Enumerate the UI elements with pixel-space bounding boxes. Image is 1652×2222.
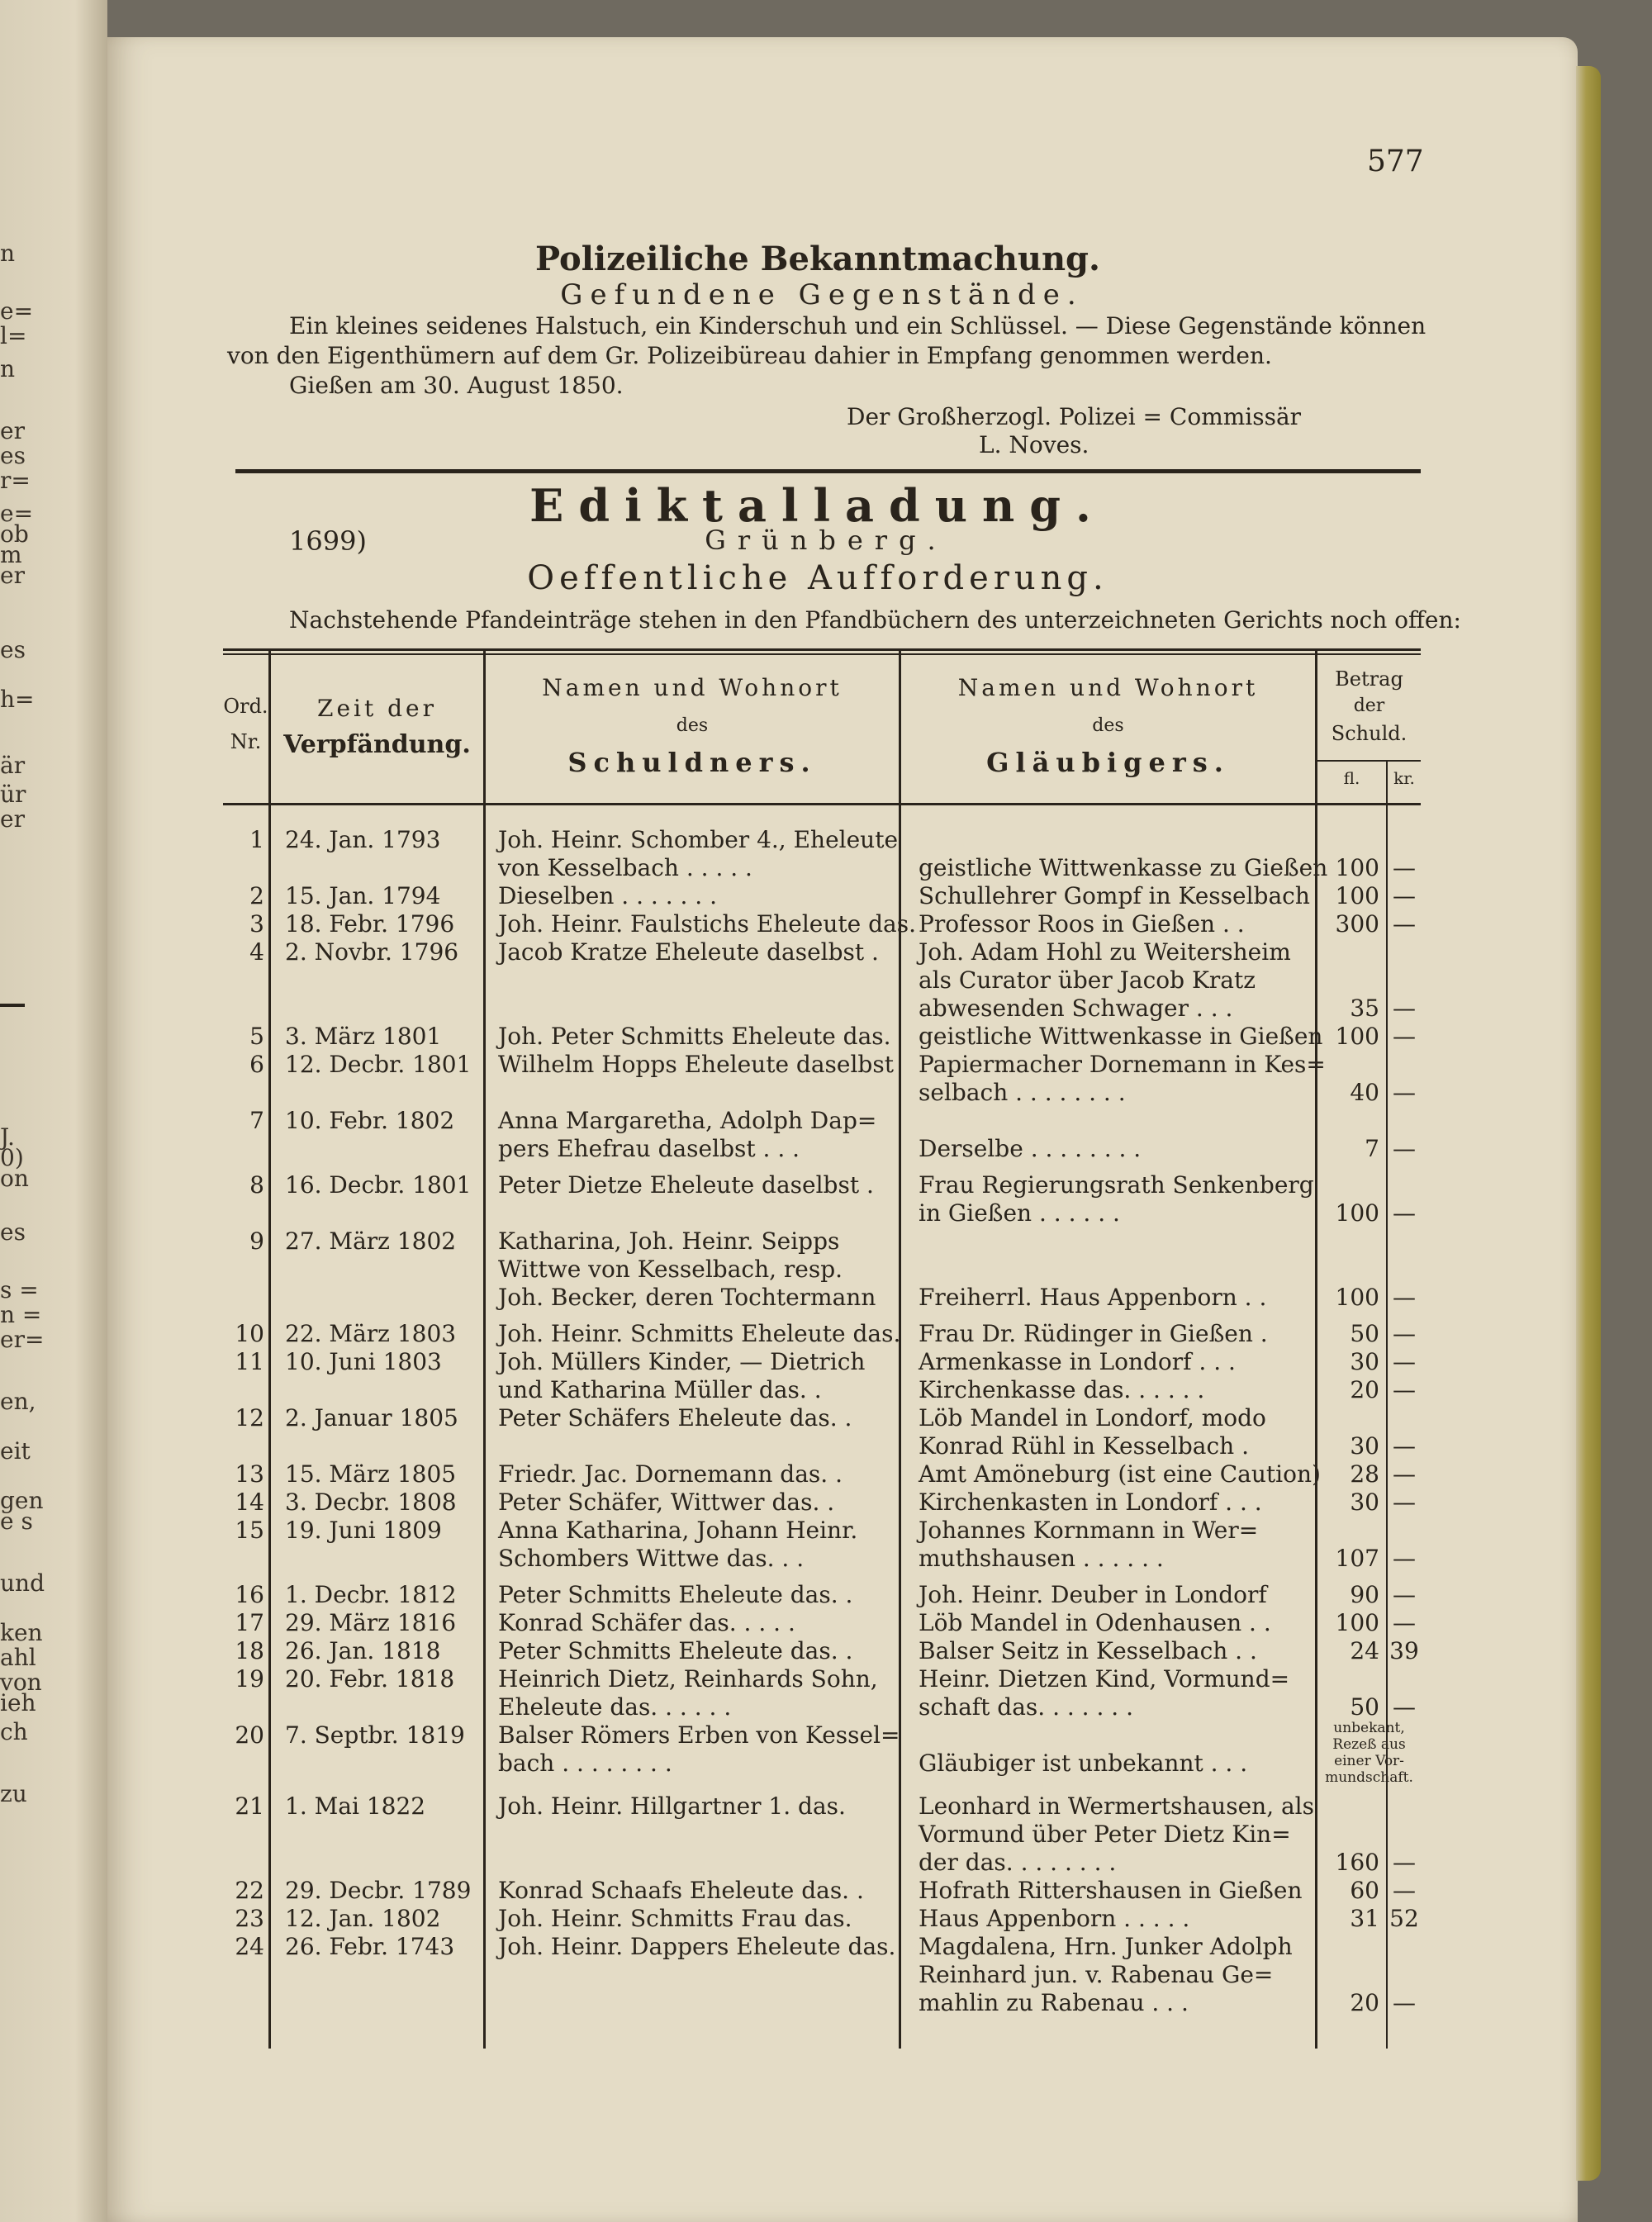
row-number: 17 xyxy=(235,1609,264,1636)
amount-kr: — xyxy=(1393,1135,1416,1162)
row-number: 8 xyxy=(249,1171,264,1199)
facing-page-fragment: ch xyxy=(0,1718,28,1745)
row-number: 20 xyxy=(235,1721,264,1749)
page-number: 577 xyxy=(1367,145,1424,178)
creditor-line: Reinhard jun. v. Rabenau Ge= xyxy=(919,1961,1274,1988)
amount-kr: — xyxy=(1393,1609,1416,1636)
notice-line-2: von den Eigenthümern auf dem Gr. Polizeibüreau dahier in Empfang genommen werden. xyxy=(227,342,1272,369)
facing-page-fragment: ieh xyxy=(0,1689,36,1716)
creditor-line: Derselbe . . . . . . . . xyxy=(919,1135,1142,1162)
debtor-line: pers Ehefrau daselbst . . . xyxy=(498,1135,800,1162)
pledge-date: 15. März 1805 xyxy=(285,1460,457,1488)
facing-page-fragment: zu xyxy=(0,1780,27,1807)
amount-fl: 107 xyxy=(1335,1545,1379,1572)
debtor-line: Jacob Kratze Eheleute daselbst . xyxy=(498,938,879,966)
amount-kr: — xyxy=(1393,1432,1416,1460)
row-number: 15 xyxy=(235,1517,264,1544)
pledge-date: 26. Jan. 1818 xyxy=(285,1637,441,1664)
debtor-line: Wilhelm Hopps Eheleute daselbst xyxy=(498,1051,894,1078)
amount-sub-rule xyxy=(1315,760,1421,762)
facing-page-fragment: es xyxy=(0,636,26,663)
debtor-line: Joh. Heinr. Faulstichs Eheleute das. xyxy=(498,910,916,938)
facing-page-fragment: är xyxy=(0,752,26,779)
pledge-date: 15. Jan. 1794 xyxy=(285,882,441,909)
pledge-date: 22. März 1803 xyxy=(285,1320,457,1347)
amount-kr: — xyxy=(1393,1023,1416,1050)
creditor-line: Löb Mandel in Odenhausen . . xyxy=(919,1609,1271,1636)
pledge-date: 12. Decbr. 1801 xyxy=(285,1051,472,1078)
pledge-date: 19. Juni 1809 xyxy=(285,1517,442,1544)
row-number: 1 xyxy=(249,826,264,853)
edict-subtitle: Oeffentliche Aufforderung. xyxy=(527,559,1108,597)
debtor-line: Joh. Becker, deren Tochtermann xyxy=(498,1284,876,1311)
facing-page-fragment: r= xyxy=(0,467,31,494)
facing-page-fragment: en, xyxy=(0,1388,36,1415)
amount-kr: — xyxy=(1393,1693,1416,1721)
amount-kr: — xyxy=(1393,1545,1416,1572)
header-kr: kr. xyxy=(1393,768,1415,788)
amount-note: unbekant, Rezeß aus einer Vor-mundschaft. xyxy=(1325,1720,1413,1786)
debtor-line: Katharina, Joh. Heinr. Seipps xyxy=(498,1227,840,1255)
header-fl: fl. xyxy=(1343,768,1360,788)
col-divider-3 xyxy=(899,648,901,2049)
amount-fl: 300 xyxy=(1335,910,1379,938)
row-number: 21 xyxy=(235,1792,264,1820)
creditor-line: der das. . . . . . . . xyxy=(919,1849,1117,1876)
amount-fl: 100 xyxy=(1335,1284,1379,1311)
facing-page-fragment: J. xyxy=(0,1123,15,1151)
table-header-rule xyxy=(223,803,1421,805)
row-number: 22 xyxy=(235,1877,264,1904)
facing-page-fragment: on xyxy=(0,1165,29,1192)
row-number: 23 xyxy=(235,1905,264,1932)
creditor-line: mahlin zu Rabenau . . . xyxy=(919,1989,1189,2016)
creditor-line: Magdalena, Hrn. Junker Adolph xyxy=(919,1933,1293,1960)
debtor-line: Joh. Heinr. Schomber 4., Eheleute xyxy=(498,826,899,853)
pledge-table xyxy=(223,648,1421,2049)
amount-kr: — xyxy=(1393,1488,1416,1516)
amount-fl: 50 xyxy=(1350,1693,1379,1721)
facing-page-fragment: von xyxy=(0,1669,42,1696)
amount-kr: — xyxy=(1393,1989,1416,2016)
debtor-line: von Kesselbach . . . . . xyxy=(498,854,752,881)
amount-fl: 100 xyxy=(1335,1609,1379,1636)
amount-fl: 30 xyxy=(1350,1348,1379,1375)
amount-kr: — xyxy=(1393,1460,1416,1488)
facing-page-fragment: ahl xyxy=(0,1644,36,1671)
pledge-date: 16. Decbr. 1801 xyxy=(285,1171,472,1199)
facing-page-fragment: e s xyxy=(0,1507,33,1535)
creditor-line: Frau Regierungsrath Senkenberg xyxy=(919,1171,1314,1199)
debtor-line: Anna Margaretha, Adolph Dap= xyxy=(498,1107,877,1134)
row-number: 2 xyxy=(249,882,264,909)
debtor-line: und Katharina Müller das. . xyxy=(498,1376,822,1403)
facing-page-fragment: n xyxy=(0,355,16,382)
debtor-line: Joh. Peter Schmitts Eheleute das. xyxy=(498,1023,891,1050)
pledge-date: 2. Novbr. 1796 xyxy=(285,938,459,966)
notice-dateline: Gießen am 30. August 1850. xyxy=(289,372,624,399)
debtor-line: Joh. Heinr. Schmitts Eheleute das. xyxy=(498,1320,901,1347)
amount-fl: 24 xyxy=(1350,1637,1379,1664)
row-number: 14 xyxy=(235,1488,264,1516)
amount-kr: — xyxy=(1393,1849,1416,1876)
notice-signature-name: L. Noves. xyxy=(979,431,1089,458)
facing-page-fragment: es xyxy=(0,442,26,469)
row-number: 12 xyxy=(235,1404,264,1431)
debtor-line: Peter Schäfer, Wittwer das. . xyxy=(498,1488,835,1516)
debtor-line: Joh. Heinr. Hillgartner 1. das. xyxy=(498,1792,846,1820)
creditor-line: Löb Mandel in Londorf, modo xyxy=(919,1404,1266,1431)
creditor-line: Johannes Kornmann in Wer= xyxy=(919,1517,1259,1544)
row-number: 13 xyxy=(235,1460,264,1488)
creditor-line: abwesenden Schwager . . . xyxy=(919,995,1233,1022)
edict-number: 1699) xyxy=(289,525,367,557)
creditor-line: als Curator über Jacob Kratz xyxy=(919,966,1256,994)
creditor-line: Gläubiger ist unbekannt . . . xyxy=(919,1750,1248,1777)
header-debtor-top: Namen und Wohnort xyxy=(542,674,843,701)
amount-fl: 30 xyxy=(1350,1432,1379,1460)
row-number: 4 xyxy=(249,938,264,966)
pledge-date: 1. Mai 1822 xyxy=(285,1792,426,1820)
amount-kr: — xyxy=(1393,1376,1416,1403)
amount-kr: 39 xyxy=(1389,1637,1419,1664)
facing-page-fragment: n xyxy=(0,240,16,267)
creditor-line: Kirchenkasten in Londorf . . . xyxy=(919,1488,1262,1516)
header-creditor-bottom: Gläubigers. xyxy=(986,747,1230,778)
creditor-line: selbach . . . . . . . . xyxy=(919,1079,1126,1106)
creditor-line: Hofrath Rittershausen in Gießen xyxy=(919,1877,1303,1904)
amount-fl: 7 xyxy=(1365,1135,1379,1162)
pledge-date: 26. Febr. 1743 xyxy=(285,1933,455,1960)
table-top-rule xyxy=(223,648,1421,651)
creditor-line: muthshausen . . . . . . xyxy=(919,1545,1164,1572)
facing-page-fragment: ob xyxy=(0,520,29,548)
debtor-line: Peter Schmitts Eheleute das. . xyxy=(498,1637,853,1664)
debtor-line: Peter Schmitts Eheleute das. . xyxy=(498,1581,853,1608)
facing-page-fragment: ken xyxy=(0,1619,43,1646)
pledge-date: 1. Decbr. 1812 xyxy=(285,1581,457,1608)
amount-fl: 20 xyxy=(1350,1989,1379,2016)
row-number: 19 xyxy=(235,1665,264,1693)
amount-fl: 100 xyxy=(1335,1199,1379,1227)
debtor-line: Peter Dietze Eheleute daselbst . xyxy=(498,1171,874,1199)
header-ord: Ord. xyxy=(223,695,268,718)
facing-page-fragment: h= xyxy=(0,686,35,713)
header-debtor-mid: des xyxy=(676,715,709,736)
amount-fl: 160 xyxy=(1335,1849,1379,1876)
facing-page-fragment: er xyxy=(0,417,25,444)
row-number: 16 xyxy=(235,1581,264,1608)
debtor-line: bach . . . . . . . . xyxy=(498,1750,672,1777)
row-number: 18 xyxy=(235,1637,264,1664)
creditor-line: Professor Roos in Gießen . . xyxy=(919,910,1245,938)
col-divider-1 xyxy=(268,648,271,2049)
amount-fl: 20 xyxy=(1350,1376,1379,1403)
creditor-line: in Gießen . . . . . . xyxy=(919,1199,1120,1227)
section-divider xyxy=(235,469,1421,473)
pledge-date: 27. März 1802 xyxy=(285,1227,457,1255)
header-nr: Nr. xyxy=(230,730,262,753)
amount-fl: 60 xyxy=(1350,1877,1379,1904)
facing-page-fragment: s = xyxy=(0,1276,39,1303)
creditor-line: Joh. Heinr. Deuber in Londorf xyxy=(919,1581,1267,1608)
pledge-date: 18. Febr. 1796 xyxy=(285,910,455,938)
facing-page-fragment: l= xyxy=(0,322,27,349)
facing-page-fragment: ür xyxy=(0,781,26,808)
amount-fl: 100 xyxy=(1335,882,1379,909)
pledge-date: 7. Septbr. 1819 xyxy=(285,1721,465,1749)
creditor-line: Papiermacher Dornemann in Kes= xyxy=(919,1051,1326,1078)
amount-fl: 100 xyxy=(1335,854,1379,881)
creditor-line: Heinr. Dietzen Kind, Vormund= xyxy=(919,1665,1290,1693)
col-divider-2 xyxy=(483,648,486,2049)
creditor-line: Amt Amöneburg (ist eine Caution) xyxy=(919,1460,1321,1488)
creditor-line: Vormund über Peter Dietz Kin= xyxy=(919,1821,1291,1848)
pledge-date: 29. Decbr. 1789 xyxy=(285,1877,472,1904)
edict-place: Grünberg. xyxy=(705,525,947,556)
header-debtor-bottom: Schuldners. xyxy=(567,747,817,778)
creditor-line: schaft das. . . . . . . xyxy=(919,1693,1133,1721)
debtor-line: Schombers Wittwe das. . . xyxy=(498,1545,805,1572)
amount-kr: — xyxy=(1393,882,1416,909)
amount-kr: — xyxy=(1393,1877,1416,1904)
debtor-line: Dieselben . . . . . . . xyxy=(498,882,718,909)
pledge-date: 29. März 1816 xyxy=(285,1609,457,1636)
pledge-date: 12. Jan. 1802 xyxy=(285,1905,441,1932)
debtor-line: Wittwe von Kesselbach, resp. xyxy=(498,1256,843,1283)
row-number: 10 xyxy=(235,1320,264,1347)
facing-page-fragment: er xyxy=(0,562,25,589)
debtor-line: Konrad Schäfer das. . . . . xyxy=(498,1609,795,1636)
creditor-line: Joh. Adam Hohl zu Weitersheim xyxy=(919,938,1291,966)
creditor-line: Kirchenkasse das. . . . . . xyxy=(919,1376,1205,1403)
debtor-line: Joh. Müllers Kinder, — Dietrich xyxy=(498,1348,866,1375)
notice-title: Polizeiliche Bekanntmachung. xyxy=(535,240,1100,278)
header-amount-mid: der xyxy=(1353,696,1385,716)
creditor-line: Leonhard in Wermertshausen, als xyxy=(919,1792,1315,1820)
notice-subtitle: Gefundene Gegenstände. xyxy=(560,278,1084,311)
amount-fl: 90 xyxy=(1350,1581,1379,1608)
header-amount-top: Betrag xyxy=(1335,667,1403,691)
creditor-line: Freiherrl. Haus Appenborn . . xyxy=(919,1284,1267,1311)
facing-page-fragment: eit xyxy=(0,1437,31,1465)
notice-signature-role: Der Großherzogl. Polizei = Commissär xyxy=(847,403,1302,430)
facing-page-fragment: und xyxy=(0,1569,45,1597)
amount-kr: — xyxy=(1393,1199,1416,1227)
amount-kr: — xyxy=(1393,1581,1416,1608)
creditor-line: Frau Dr. Rüdinger in Gießen . xyxy=(919,1320,1268,1347)
debtor-line: Eheleute das. . . . . . xyxy=(498,1693,732,1721)
facing-page-fragment: er xyxy=(0,805,25,833)
pledge-date: 2. Januar 1805 xyxy=(285,1404,458,1431)
row-number: 3 xyxy=(249,910,264,938)
row-number: 9 xyxy=(249,1227,264,1255)
facing-page-edge xyxy=(0,0,107,2222)
creditor-line: Konrad Rühl in Kesselbach . xyxy=(919,1432,1249,1460)
debtor-line: Balser Römers Erben von Kessel= xyxy=(498,1721,900,1749)
amount-kr: — xyxy=(1393,1284,1416,1311)
creditor-line: Haus Appenborn . . . . . xyxy=(919,1905,1190,1932)
amount-fl: 35 xyxy=(1350,995,1379,1022)
creditor-line: Armenkasse in Londorf . . . xyxy=(919,1348,1236,1375)
facing-page-fragment: er= xyxy=(0,1326,45,1353)
pledge-date: 10. Febr. 1802 xyxy=(285,1107,455,1134)
table-top-rule-2 xyxy=(223,653,1421,655)
debtor-line: Joh. Heinr. Schmitts Frau das. xyxy=(498,1905,852,1932)
row-number: 5 xyxy=(249,1023,264,1050)
notice-line-1: Ein kleines seidenes Halstuch, ein Kinderschuh und ein Schlüssel. — Diese Gegenstände können xyxy=(289,312,1427,339)
header-date-top: Zeit der xyxy=(316,695,437,722)
row-number: 11 xyxy=(235,1348,264,1375)
facing-page-fragment: n = xyxy=(0,1301,42,1328)
facing-page-rule xyxy=(0,1004,25,1007)
row-number: 6 xyxy=(249,1051,264,1078)
amount-kr: — xyxy=(1393,995,1416,1022)
amount-kr: — xyxy=(1393,1079,1416,1106)
facing-page-fragment: gen xyxy=(0,1487,44,1514)
amount-fl: 40 xyxy=(1350,1079,1379,1106)
amount-fl: 50 xyxy=(1350,1320,1379,1347)
edict-title: Ediktalladung. xyxy=(529,479,1106,532)
pledge-date: 20. Febr. 1818 xyxy=(285,1665,455,1693)
edict-intro: Nachstehende Pfandeinträge stehen in den Pfandbüchern des unterzeichneten Gerichts noch offen: xyxy=(289,606,1461,634)
debtor-line: Anna Katharina, Johann Heinr. xyxy=(498,1517,858,1544)
debtor-line: Joh. Heinr. Dappers Eheleute das. xyxy=(498,1933,896,1960)
creditor-line: Balser Seitz in Kesselbach . . xyxy=(919,1637,1257,1664)
row-number: 7 xyxy=(249,1107,264,1134)
facing-page-fragment: e= xyxy=(0,500,34,527)
debtor-line: Friedr. Jac. Dornemann das. . xyxy=(498,1460,843,1488)
debtor-line: Heinrich Dietz, Reinhards Sohn, xyxy=(498,1665,878,1693)
creditor-line: geistliche Wittwenkasse zu Gießen xyxy=(919,854,1328,881)
page-gilt-edge xyxy=(1576,66,1601,2181)
amount-kr: — xyxy=(1393,854,1416,881)
amount-kr: — xyxy=(1393,1348,1416,1375)
debtor-line: Konrad Schaafs Eheleute das. . xyxy=(498,1877,864,1904)
creditor-line: geistliche Wittwenkasse in Gießen xyxy=(919,1023,1323,1050)
row-number: 24 xyxy=(235,1933,264,1960)
amount-kr: — xyxy=(1393,910,1416,938)
facing-page-fragment: 0) xyxy=(0,1144,24,1171)
pledge-date: 10. Juni 1803 xyxy=(285,1348,442,1375)
facing-page-fragment: m xyxy=(0,541,22,568)
facing-page-fragment: es xyxy=(0,1218,26,1246)
header-creditor-top: Namen und Wohnort xyxy=(957,674,1259,701)
facing-page-fragment: e= xyxy=(0,297,34,325)
header-amount-bottom: Schuld. xyxy=(1331,722,1408,745)
pledge-date: 3. Decbr. 1808 xyxy=(285,1488,457,1516)
amount-fl: 31 xyxy=(1350,1905,1379,1932)
header-date-bottom: Verpfändung. xyxy=(283,730,471,759)
creditor-line: Schullehrer Gompf in Kesselbach xyxy=(919,882,1310,909)
pledge-date: 3. März 1801 xyxy=(285,1023,442,1050)
header-creditor-mid: des xyxy=(1092,715,1124,736)
amount-fl: 30 xyxy=(1350,1488,1379,1516)
amount-fl: 28 xyxy=(1350,1460,1379,1488)
amount-fl: 100 xyxy=(1335,1023,1379,1050)
debtor-line: Peter Schäfers Eheleute das. . xyxy=(498,1404,852,1431)
amount-kr: 52 xyxy=(1389,1905,1419,1932)
pledge-date: 24. Jan. 1793 xyxy=(285,826,441,853)
amount-kr: — xyxy=(1393,1320,1416,1347)
